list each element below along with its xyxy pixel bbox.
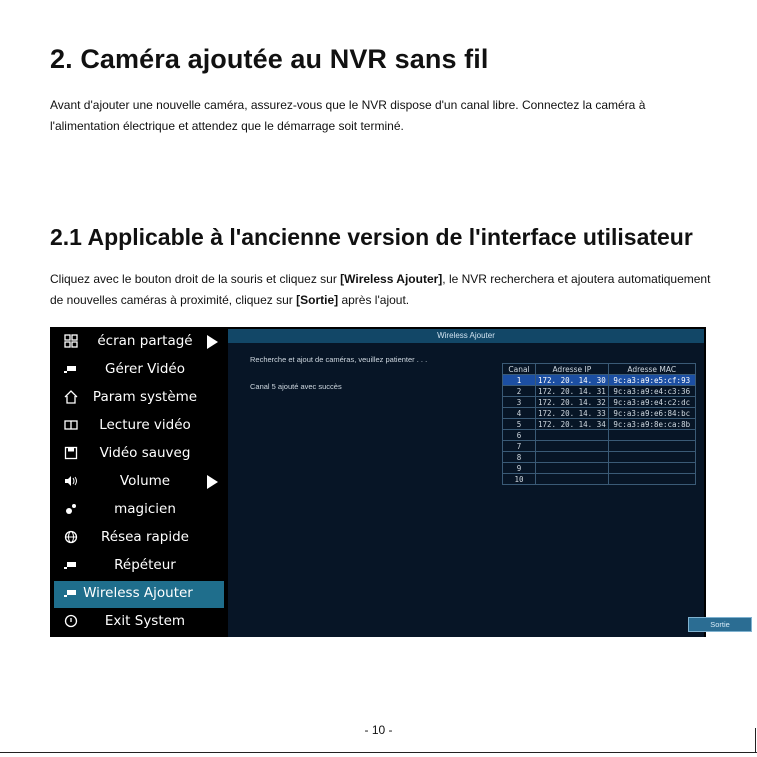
- section-heading: 2. Caméra ajoutée au NVR sans fil: [50, 44, 489, 74]
- table-row[interactable]: [503, 441, 696, 452]
- submenu-arrow-icon: [207, 475, 218, 489]
- cell-mac: 9c:a3:a9:8e:ca:8b: [608, 419, 695, 430]
- table-row[interactable]: [503, 463, 696, 474]
- camera-table: [502, 363, 696, 485]
- instruction-text-2: , le NVR recherchera et ajoutera automatiquement de nouvelles caméras à proximité, cliquez sur: [50, 272, 711, 307]
- table-row[interactable]: [503, 430, 696, 441]
- menu-item-exit-system[interactable]: [54, 609, 224, 636]
- cell-ip: [536, 474, 609, 485]
- power-icon: [63, 614, 79, 630]
- cell-canal: 5: [503, 419, 536, 430]
- table-header-row: [503, 364, 696, 375]
- menu-item-label: écran partagé: [97, 333, 193, 349]
- cell-mac: [608, 474, 695, 485]
- cell-ip: 172. 20. 14. 33: [536, 408, 609, 419]
- table-row[interactable]: [503, 419, 696, 430]
- cell-canal: 3: [503, 397, 536, 408]
- table-row[interactable]: [503, 386, 696, 397]
- cell-mac: [608, 430, 695, 441]
- menu-item-wireless-ajouter[interactable]: [54, 581, 224, 608]
- menu-item-param-systeme[interactable]: [54, 385, 224, 412]
- cell-canal: 10: [503, 474, 536, 485]
- instruction-bold-sortie: [Sortie]: [296, 293, 339, 307]
- cell-ip: 172. 20. 14. 30: [536, 375, 609, 386]
- menu-item-repeteur[interactable]: [54, 553, 224, 580]
- menu-item-ecran-partage[interactable]: [54, 329, 224, 356]
- menu-item-label: Param système: [92, 389, 198, 405]
- cell-canal: 1: [503, 375, 536, 386]
- cell-canal: 8: [503, 452, 536, 463]
- gears-icon: [63, 502, 79, 518]
- search-status-text: Recherche et ajout de caméras, veuillez patienter . . .: [250, 355, 428, 364]
- cell-canal: 6: [503, 430, 536, 441]
- cell-canal: 4: [503, 408, 536, 419]
- cell-ip: [536, 441, 609, 452]
- intro-paragraph: Avant d'ajouter une nouvelle caméra, assurez-vous que le NVR dispose d'un canal libre. Connectez la caméra à l'alimentation électrique et attendez que le démarrage soit terminé.: [50, 98, 646, 133]
- menu-item-label: Exit System: [104, 613, 186, 629]
- cell-canal: 2: [503, 386, 536, 397]
- globe-icon: [63, 530, 79, 546]
- film-icon: [63, 418, 79, 434]
- cell-mac: 9c:a3:a9:e5:cf:93: [608, 375, 695, 386]
- table-row[interactable]: [503, 408, 696, 419]
- cell-canal: 9: [503, 463, 536, 474]
- cell-ip: [536, 463, 609, 474]
- menu-item-label: Lecture vidéo: [99, 417, 191, 433]
- menu-item-label: Répéteur: [114, 557, 176, 573]
- cell-ip: [536, 452, 609, 463]
- column-header-ip: Adresse IP: [536, 364, 609, 375]
- cell-ip: [536, 430, 609, 441]
- column-header-mac: Adresse MAC: [608, 364, 695, 375]
- floppy-icon: [63, 446, 79, 462]
- footer-rule: [0, 752, 757, 753]
- camera-icon: [63, 558, 79, 574]
- cell-ip: 172. 20. 14. 34: [536, 419, 609, 430]
- subsection-heading: 2.1 Applicable à l'ancienne version de l'interface utilisateur: [50, 224, 693, 250]
- menu-item-resea-rapide[interactable]: [54, 525, 224, 552]
- cell-mac: 9c:a3:a9:e4:c3:36: [608, 386, 695, 397]
- menu-item-label: Gérer Vidéo: [105, 361, 185, 377]
- instruction-bold-wireless: [Wireless Ajouter]: [340, 272, 443, 286]
- dialog-title: Wireless Ajouter: [228, 329, 704, 343]
- menu-item-video-sauveg[interactable]: [54, 441, 224, 468]
- context-menu: [50, 327, 227, 637]
- menu-item-lecture-video[interactable]: [54, 413, 224, 440]
- instruction-text-3: après l'ajout.: [338, 293, 410, 307]
- menu-item-label: Résea rapide: [100, 529, 189, 545]
- cell-canal: 7: [503, 441, 536, 452]
- camera-icon: [63, 362, 79, 378]
- page-number: - 10 -: [364, 723, 393, 737]
- cell-mac: 9c:a3:a9:e4:c2:dc: [608, 397, 695, 408]
- submenu-arrow-icon: [207, 335, 218, 349]
- wireless-ajouter-dialog: [228, 329, 730, 637]
- cell-ip: 172. 20. 14. 31: [536, 386, 609, 397]
- instruction-text-1: Cliquez avec le bouton droit de la souris et cliquez sur: [50, 272, 341, 286]
- sortie-button[interactable]: Sortie: [688, 617, 752, 632]
- grid-icon: [63, 334, 79, 350]
- menu-item-volume[interactable]: [54, 469, 224, 496]
- menu-item-label: magicien: [114, 501, 176, 517]
- nvr-screenshot: [50, 327, 730, 637]
- table-row[interactable]: [503, 375, 696, 386]
- cell-mac: [608, 452, 695, 463]
- added-status-text: Canal 5 ajouté avec succès: [250, 382, 342, 391]
- menu-item-magicien[interactable]: [54, 497, 224, 524]
- speaker-icon: [63, 474, 79, 490]
- cell-mac: 9c:a3:a9:e6:84:bc: [608, 408, 695, 419]
- home-icon: [63, 390, 79, 406]
- cell-ip: 172. 20. 14. 32: [536, 397, 609, 408]
- cell-mac: [608, 441, 695, 452]
- menu-item-label: Volume: [119, 473, 171, 489]
- menu-item-label: Vidéo sauveg: [99, 445, 191, 461]
- menu-item-label: Wireless Ajouter: [83, 585, 193, 601]
- instruction-paragraph: [50, 269, 715, 311]
- table-row[interactable]: [503, 452, 696, 463]
- footer-corner-rule: [755, 728, 756, 753]
- table-row[interactable]: [503, 397, 696, 408]
- column-header-canal: Canal: [503, 364, 536, 375]
- cell-mac: [608, 463, 695, 474]
- table-row[interactable]: [503, 474, 696, 485]
- menu-item-gerer-video[interactable]: [54, 357, 224, 384]
